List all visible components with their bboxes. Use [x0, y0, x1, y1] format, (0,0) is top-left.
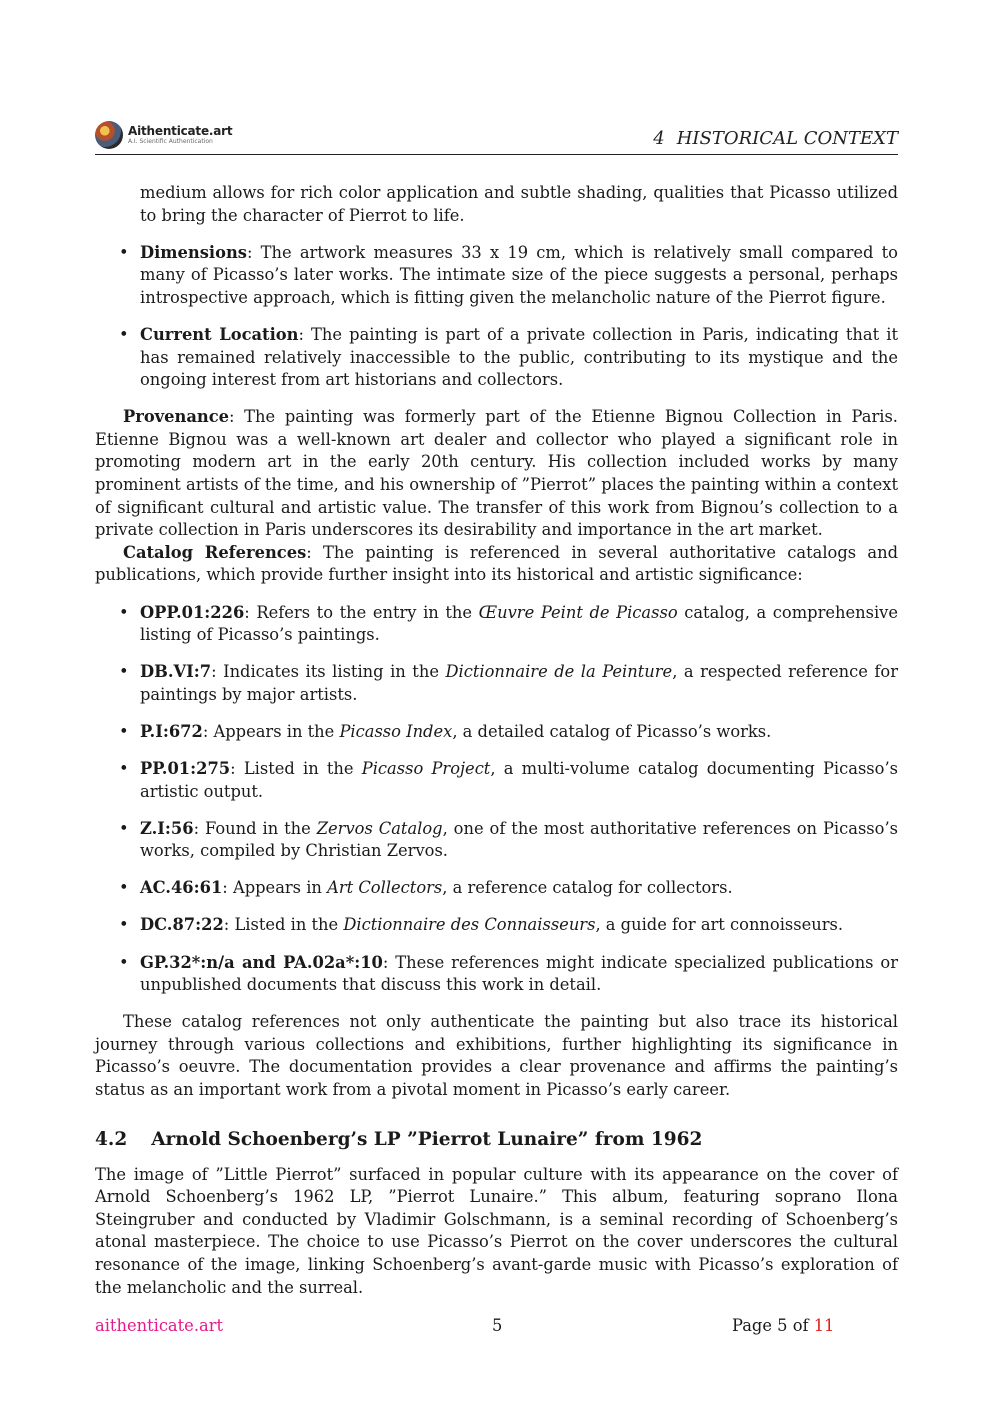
ref-title: Dictionnaire des Connaisseurs: [343, 915, 596, 935]
ref-text: : Indicates its listing in the: [211, 662, 446, 682]
running-head: [653, 128, 898, 149]
ref-title: Art Collectors: [327, 878, 443, 898]
term: Current Location: [140, 324, 299, 344]
ref-code: DB.VI:7: [140, 662, 212, 682]
ref-text: : Listed in the: [223, 915, 344, 935]
ref-text: : Appears in the: [202, 721, 340, 741]
list-item-catalog-ref: [95, 877, 898, 900]
ref-code: Z.I:56: [140, 818, 194, 838]
subsection-title: Arnold Schoenberg’s LP ”Pierrot Lunaire” from 1962: [151, 1128, 703, 1150]
list-item-text: : The artwork measures 33 x 19 cm, which is relatively small compared to many of Picasso’s later works. The intimate size of the piece suggests a personal, perhaps introspective approach, which is fitting given the melancholic nature of the Pierrot figure.: [140, 242, 898, 307]
list-item-catalog-ref: [95, 661, 898, 706]
page-content: [95, 182, 898, 1299]
term: Dimensions: [140, 242, 247, 262]
page-count-prefix: Page 5 of: [732, 1316, 814, 1335]
list-item-text: : The painting is part of a private collection in Paris, indicating that it has remained relatively inaccessible to the public, contributing to its mystique and the ongoing interest from art historians and collectors.: [140, 324, 899, 390]
footer-site-link[interactable]: aithenticate.art: [95, 1316, 224, 1335]
ref-title: Picasso Project: [361, 758, 491, 778]
artwork-details-list: [95, 242, 898, 392]
logo-name: Aithenticate.art: [128, 124, 233, 138]
page-header: [95, 118, 898, 155]
list-item-catalog-ref: [95, 721, 898, 744]
logo: [95, 120, 232, 150]
logo-emblem-icon: [95, 121, 123, 149]
list-item-catalog-ref: [95, 602, 898, 647]
list-item-continuation: medium allows for rich color application and subtle shading, qualities that Picasso utilized to bring the character of Pierrot to life.: [140, 183, 898, 225]
ref-text: : These references might indicate specialized publications or unpublished documents that discuss this work in detail.: [140, 952, 898, 995]
catalog-intro-paragraph: [95, 542, 898, 587]
ref-text: : Found in the: [193, 818, 317, 838]
ref-code: AC.46:61: [140, 878, 223, 898]
ref-title: Œuvre Peint de Picasso: [478, 602, 678, 622]
ref-text: : Refers to the entry in the: [244, 602, 479, 622]
subsection-number: 4.2: [95, 1128, 128, 1150]
logo-text: [128, 125, 232, 145]
running-head-section-number: 4: [653, 128, 665, 149]
subsection-paragraph: The image of ”Little Pierrot” surfaced in popular culture with its appearance on the cover of Arnold Schoenberg’s 1962 LP, ”Pierrot Lunaire.” This album, featuring soprano Ilona Steingruber and conducted by Vladimir Golschmann, is a seminal recording of Schoenberg’s atonal masterpiece. The choice to use Picasso’s Pierrot on the cover underscores the cultural resonance of the image, linking Schoenberg’s avant-garde music with Picasso’s exploration of the melancholic and the surreal.: [95, 1164, 898, 1297]
ref-code: PP.01:275: [140, 758, 231, 778]
ref-text: , a multi-volume catalog documenting Picasso’s artistic output.: [140, 758, 898, 801]
footer-page-count: [732, 1316, 834, 1335]
running-head-section-title: HISTORICAL CONTEXT: [676, 128, 898, 149]
list-item-dimensions: [95, 242, 898, 310]
list-item-current-location: [95, 324, 898, 392]
catalog-references-list: [95, 602, 898, 997]
paragraph-text: : The painting was formerly part of the Etienne Bignou Collection in Paris. Etienne Bignou was a well-known art dealer and collector who played a significant role in promoting modern art in the early 20th century. His collection included works by many prominent artists of the time, and his ownership of ”Pierrot” places the painting within a context of significant cultural and artistic value. The transfer of this work from Bignou’s collection to a private collection in Paris underscores its desirability and importance in the art market.: [95, 407, 898, 540]
ref-text: catalog, a comprehensive listing of Picasso’s paintings.: [140, 602, 898, 645]
logo-tagline: A.I. Scientific Authentication: [128, 138, 213, 145]
list-item-catalog-ref: [95, 914, 898, 937]
subsection-heading: [95, 1128, 898, 1152]
page-total-link[interactable]: 11: [813, 1316, 835, 1335]
list-item-catalog-ref: [95, 818, 898, 863]
ref-code: DC.87:22: [140, 915, 224, 935]
ref-code: GP.32*:n/a and PA.02a*:10: [140, 952, 383, 972]
footer-page-number: 5: [492, 1316, 503, 1335]
ref-title: Dictionnaire de la Peinture: [445, 662, 673, 682]
ref-text: , a respected reference for paintings by major artists.: [140, 662, 899, 704]
list-item-catalog-ref: [95, 758, 898, 803]
term: Catalog References: [123, 542, 307, 562]
ref-text: : Appears in: [222, 878, 328, 898]
ref-text: , a detailed catalog of Picasso’s works.: [452, 721, 772, 741]
ref-title: Zervos Catalog: [316, 818, 443, 838]
ref-code: P.I:672: [140, 721, 203, 741]
ref-text: : Listed in the: [230, 758, 362, 778]
ref-text: , a reference catalog for collectors.: [442, 878, 733, 898]
ref-text: , one of the most authoritative references on Picasso’s works, compiled by Christian Zervos.: [140, 818, 898, 861]
list-item-catalog-ref: [95, 952, 898, 997]
ref-title: Picasso Index: [339, 721, 453, 741]
catalog-summary-paragraph: These catalog references not only authenticate the painting but also trace its historical journey through various collections and exhibitions, further highlighting its significance in Picasso’s oeuvre. The documentation provides a clear provenance and affirms the painting’s status as an important work from a pivotal moment in Picasso’s early career.: [95, 1012, 898, 1099]
ref-text: , a guide for art connoisseurs.: [595, 915, 844, 935]
provenance-paragraph: [95, 406, 898, 542]
ref-code: OPP.01:226: [140, 602, 245, 622]
paragraph-text: : The painting is referenced in several authoritative catalogs and publications, which provide further insight into its historical and artistic significance:: [95, 542, 899, 585]
term: Provenance: [123, 407, 229, 427]
